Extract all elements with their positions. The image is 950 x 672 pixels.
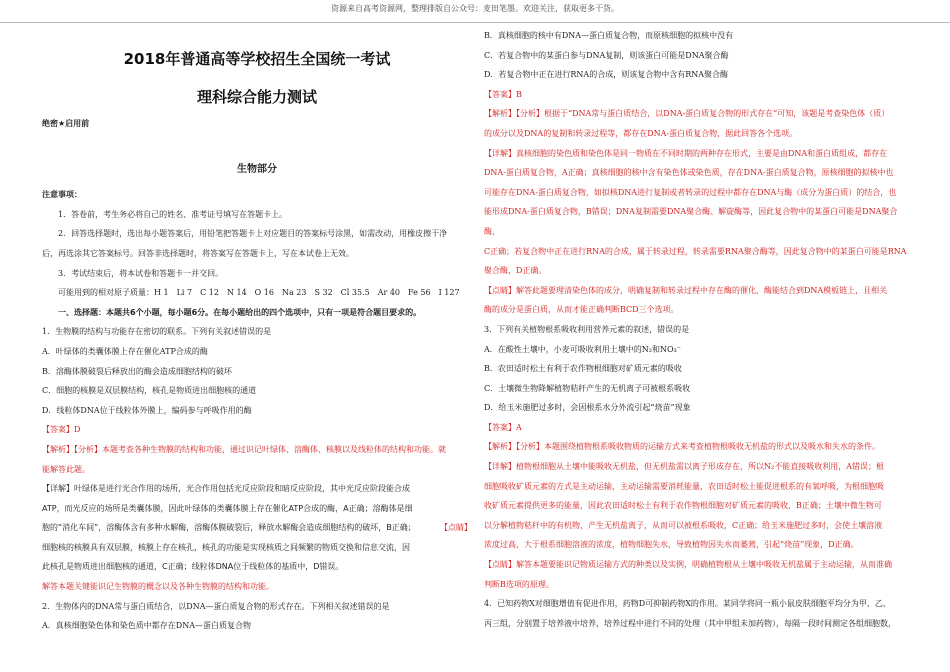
detail: 可能存在DNA-蛋白质复合物，如拟核DNA进行复制或者转录的过程中都存在DNA与酶（成分为蛋白质）的结合，也 bbox=[484, 187, 897, 197]
detail: 【详解】叶绿体是进行光合作用的场所，光合作用包括光反应阶段和暗反应阶段，其中光反应阶段能合成 bbox=[42, 484, 410, 494]
option-c: C．细胞的核膜是双层膜结构，核孔是物质进出细胞核的通道 bbox=[42, 386, 257, 396]
question-stem: 1．生物膜的结构与功能存在密切的联系。下列有关叙述错误的是 bbox=[42, 327, 272, 337]
notice-item: 3．考试结束后，将本试卷和答题卡一并交回。 bbox=[58, 268, 224, 278]
note: 解答本题关键能识记生物膜的概念以及各种生物膜的结构和功能。 bbox=[42, 582, 274, 592]
note-cont: 酶的成分是蛋白质，从而才能正确判断BCD三个选项。 bbox=[484, 305, 679, 315]
notice-item: 2．回答选择题时，选出每小题答案后，用铅笔把答题卡上对应题目的答案标号涂黑，如需改动，用橡皮擦干净 bbox=[58, 229, 448, 239]
question-stem: 3．下列有关植物根系吸收利用营养元素的叙述，错误的是 bbox=[484, 324, 690, 334]
detail: ATP，而光反应的场所是类囊体膜，因此叶绿体的类囊体膜上存在催化ATP合成的酶，A正确；溶酶体是细 bbox=[42, 503, 413, 513]
analysis-cont: 的成分以及DNA的复制和转录过程等，都存在DNA-蛋白质复合物，据此回答各个选项。 bbox=[484, 128, 798, 138]
detail: 【详解】植物根细胞从土壤中能吸收无机盐，但无机盐需以离子形成存在，所以N₂不能直接吸收利用，A错误；根 bbox=[484, 462, 884, 472]
answer: 【答案】B bbox=[484, 89, 522, 99]
option-b: B．溶酶体膜破裂后释放出的酶会造成细胞结构的破坏 bbox=[42, 366, 232, 376]
detail: DNA-蛋白质复合物，A正确；真核细胞的核中含有染色体或染色质，存在DNA-蛋白质复合物，原核细胞的拟核中也 bbox=[484, 168, 894, 178]
exam-subtitle: 理科综合能力测试 bbox=[196, 88, 317, 106]
option-d: D．若复合物中正在进行RNA的合成，则该复合物中含有RNA聚合酶 bbox=[484, 70, 729, 80]
detail: 以分解植物秸秆中的有机物，产生无机盐离子，从而可以被根系吸收，C正确；给玉米施肥过多时，会使土壤溶液 bbox=[484, 520, 883, 530]
right-column bbox=[484, 26, 910, 633]
option-c: C．若复合物中的某蛋白参与DNA复制，则该蛋白可能是DNA聚合酶 bbox=[484, 50, 729, 60]
detail: C正确；若复合物中正在进行RNA的合成，属于转录过程，转录需要RNA聚合酶等，因此复合物中的某蛋白可能是RNA bbox=[484, 246, 907, 256]
analysis: 【解析】【分析】根据于“DNA常与蛋白质结合，以DNA-蛋白质复合物的形式存在”可知，该题是考查染色体（质） bbox=[484, 109, 890, 119]
detail: 此核孔是物质进出细胞核的通道，C正确；线粒体DNA位于线粒体的基质中，D错误。 bbox=[42, 562, 344, 572]
atomic-masses: 可能用到的相对原子质量：H 1 Li 7 C 12 N 14 O 16 Na 23 S 32 Cl 35.5 Ar 40 Fe 56 I 127 bbox=[58, 288, 460, 298]
top-notice: 资源来自高考资源网，整理排版自公众号：麦田笔墨。欢迎关注，获取更多干货。 bbox=[0, 0, 950, 23]
section-title: 生物部分 bbox=[237, 163, 277, 175]
option-a: A．叶绿体的类囊体膜上存在催化ATP合成的酶 bbox=[42, 346, 208, 356]
answer: 【答案】D bbox=[42, 425, 81, 435]
notice-item: 1．答卷前，考生务必将自己的姓名、准考证号填写在答题卡上。 bbox=[58, 209, 288, 219]
analysis: 【解析】【分析】本题围绕植物根系吸收物质的运输方式来考查植物根吸收无机盐的形式以及吸水和失水的条件。 bbox=[484, 442, 880, 452]
note-tag: 【点睛】 bbox=[440, 523, 472, 533]
note-cont: 判断B选项的原理。 bbox=[484, 579, 554, 589]
analysis: 【解析】【分析】本题考查各种生物膜的结构和功能，通过识记叶绿体、溶酶体、核膜以及线粒体的结构和功能。就 bbox=[42, 444, 446, 454]
question-stem: 4．已知药物X对细胞增值有促进作用，药物D可抑制药物X的作用。某同学将同一瓶小鼠皮肤细胞平均分为甲、乙、 bbox=[484, 599, 891, 609]
detail: 能形成DNA-蛋白质复合物，B错误；DNA复制需要DNA聚合酶、解旋酶等，因此复合物中的某蛋白可能是DNA聚合酶， bbox=[484, 207, 898, 236]
option-c: C．土壤微生物降解植物秸秆产生的无机离子可被根系吸收 bbox=[484, 383, 691, 393]
option-a: A．真核细胞染色体和染色质中都存在DNA—蛋白质复合物 bbox=[42, 621, 251, 631]
option-b: B．农田适时松土有利于农作物根细胞对矿质元素的吸收 bbox=[484, 364, 682, 374]
detail: 细胞吸收矿质元素的方式是主动运输，主动运输需要消耗能量，农田适时松土能促进根系的有氧呼吸，为根细胞吸 bbox=[484, 481, 884, 491]
secret-mark: 绝密★启用前 bbox=[42, 119, 90, 128]
notice-item-cont: 后，再选涂其它答案标号。回答非选择题时，将答案写在答题卡上，写在本试卷上无效。 bbox=[42, 248, 354, 258]
question-stem-cont: 丙三组，分别置于培养液中培养，培养过程中进行不同的处理（其中甲组未加药物），每隔一段时间测定各组细胞数， bbox=[484, 618, 896, 628]
answer: 【答案】A bbox=[484, 422, 522, 432]
detail: 【点睛】 胞的“消化车间”，溶酶体含有多种水解酶，溶酶体膜破裂后，释放水解酶会造成细胞结构的破坏，B正确； bbox=[42, 518, 472, 538]
detail: 聚合酶，D正确。 bbox=[484, 266, 547, 276]
notice-heading: 注意事项： bbox=[42, 190, 82, 200]
option-b: B．真核细胞的核中有DNA—蛋白质复合物，而原核细胞的拟核中没有 bbox=[484, 31, 734, 40]
option-a: A．在酸性土壤中，小麦可吸收利用土壤中的N₂和NO₃⁻ bbox=[484, 344, 681, 354]
question-stem: 2．生物体内的DNA常与蛋白质结合，以DNA—蛋白质复合物的形式存在。下列相关叙述错误的是 bbox=[42, 601, 390, 611]
detail: 浓度过高，大于根系细胞溶液的浓度，植物细胞失水，导致植物因失水而萎蔫，引起“烧苗”现象，D正确。 bbox=[484, 540, 859, 550]
option-d: D．给玉米施肥过多时，会因根系水分外流引起“烧苗”现象 bbox=[484, 403, 691, 413]
analysis-cont: 能解答此题。 bbox=[42, 464, 90, 474]
note: 【点睛】解答此题要理清染色体的成分，明确复制和转录过程中存在酶的催化，酶能结合到DNA模板链上，且相关 bbox=[484, 285, 888, 295]
detail: 细胞核的核膜具有双层膜，核膜上存在核孔，核孔的功能是实现核质之间频繁的物质交换和信息交流，因 bbox=[42, 542, 410, 552]
option-d: D．线粒体DNA位于线粒体外膜上，编码参与呼吸作用的酶 bbox=[42, 405, 252, 415]
exam-title: 2018年普通高等学校招生全国统一考试 bbox=[123, 50, 391, 68]
part-heading: 一、选择题：本题共6个小题，每小题6分。在每小题给出的四个选项中，只有一项是符合题目要求的。 bbox=[58, 307, 422, 317]
left-column bbox=[42, 26, 472, 636]
detail: 收矿质元素提供更多的能量，因此农田适时松土有利于农作物根细胞对矿质元素的吸收，B正确；土壤中微生物可 bbox=[484, 501, 882, 511]
note: 【点睛】解答本题要能识记物质运输方式的种类以及实例，明确植物根从土壤中吸收无机盐属于主动运输，从而准确 bbox=[484, 560, 892, 570]
detail: 【详解】真核细胞的染色质和染色体是同一物质在不同时期的两种存在形式，主要是由DNA和蛋白质组成，都存在 bbox=[484, 148, 888, 158]
